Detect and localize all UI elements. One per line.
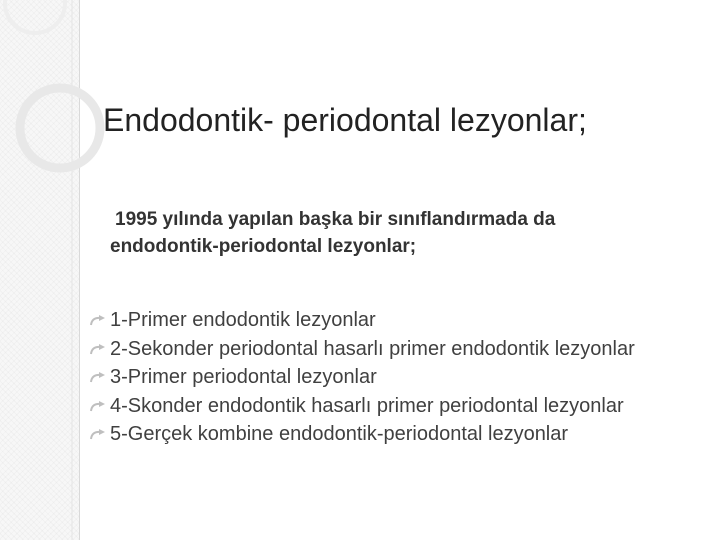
curved-arrow-bullet-icon (90, 344, 106, 356)
list-item (90, 420, 715, 449)
decorative-ring-large (20, 88, 100, 168)
subtitle-line-2: endodontik-periodontal lezyonlar; (110, 236, 417, 257)
curved-arrow-bullet-icon (90, 401, 106, 413)
bullet-text: 5-Gerçek kombine endodontik-periodontal lezyonlar (110, 423, 569, 445)
list-item (90, 306, 715, 335)
decorative-ring-small (5, 0, 65, 33)
slide-title: Endodontik- periodontal lezyonlar; (103, 102, 587, 138)
curved-arrow-bullet-icon (90, 429, 106, 441)
bullet-list (90, 306, 715, 449)
bullet-text: 4-Skonder endodontik hasarlı primer periodontal lezyonlar (110, 394, 624, 417)
subtitle-line-1: 1995 yılında yapılan başka bir sınıflandırmada da (115, 209, 556, 230)
list-item (90, 363, 715, 392)
bullet-text: 3-Primer periodontal lezyonlar (110, 366, 377, 388)
list-item (90, 392, 715, 421)
list-item (90, 335, 715, 364)
slide-subtitle (110, 206, 670, 260)
curved-arrow-bullet-icon (90, 315, 106, 327)
bullet-text: 2-Sekonder periodontal hasarlı primer endodontik lezyonlar (110, 337, 635, 360)
bullet-text: 1-Primer endodontik lezyonlar (110, 309, 376, 331)
curved-arrow-bullet-icon (90, 372, 106, 384)
